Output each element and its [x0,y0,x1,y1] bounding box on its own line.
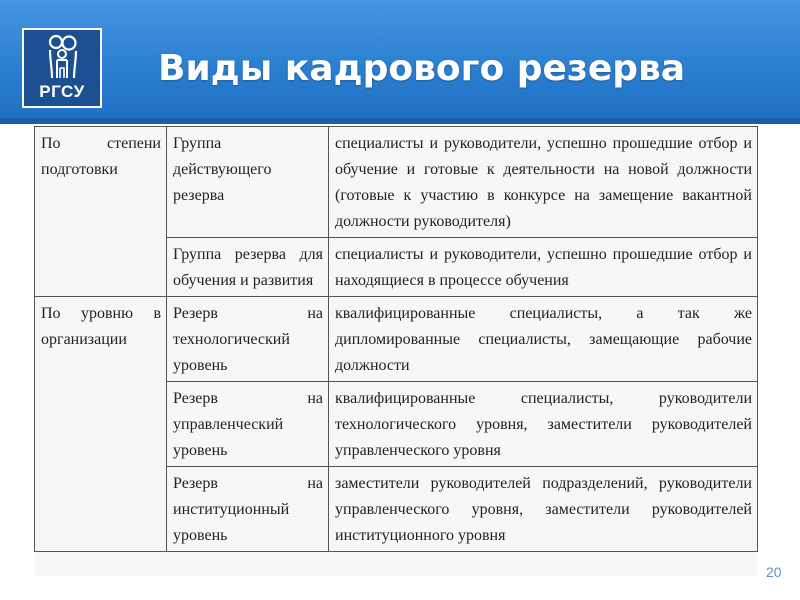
page-title: Виды кадрового резерва [158,48,686,89]
table-row [35,127,758,238]
page-number: 20 [766,564,782,580]
reserve-type-cell: Резерв на управленческий уровень [167,382,329,467]
reserve-type-cell: Группа действующего резерва [167,127,329,238]
reserve-types-table-container [34,126,758,576]
reserve-type-cell: Резерв на институционный уровень [167,467,329,552]
description-cell: квалифицированные специалисты, руководители технологического уровня, заместители руководителей управленческого уровня [329,382,758,467]
description-cell: специалисты и руководители, успешно прошедшие отбор и находящиеся в процессе обучения [329,238,758,297]
logo [22,28,102,108]
description-cell: заместители руководителей подразделений, руководители управленческого уровня, заместители руководителей институционного уровня [329,467,758,552]
criterion-cell: По степени подготовки [35,127,167,297]
description-cell: квалифицированные специалисты, а так же дипломированные специалисты, замещающие рабочие должности [329,297,758,382]
reserve-types-table [34,126,758,552]
reserve-type-cell: Группа резерва для обучения и развития [167,238,329,297]
criterion-cell: По уровню в организации [35,297,167,552]
logo-figures-icon [43,34,83,80]
logo-text: РГСУ [39,82,85,101]
reserve-type-cell: Резерв на технологический уровень [167,297,329,382]
description-cell: специалисты и руководители, успешно прошедшие отбор и обучение и готовые к деятельности на новой должности (готовые к участию в конкурсе на замещение вакантной должности руководителя) [329,127,758,238]
table-row [35,297,758,382]
header-band [0,118,800,124]
